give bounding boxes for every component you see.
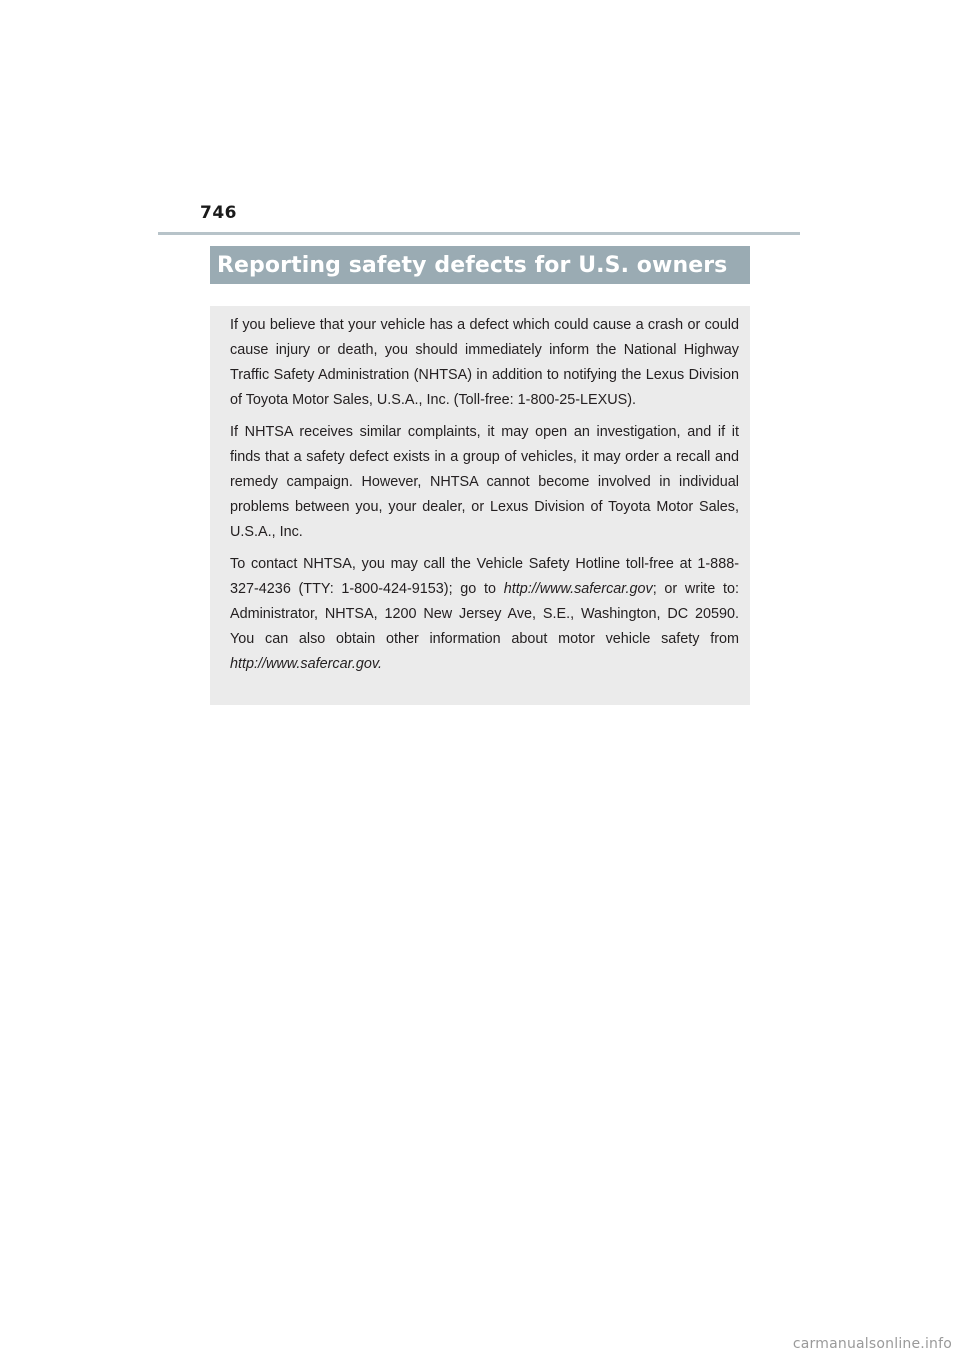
- page-number: 746: [200, 203, 237, 223]
- contact-mid-text: ; or write to: Administrator, NHTSA, 1200 New Jersey Ave, S.E., Washington, DC 20590. You can also obtain other information about motor vehicle safety from: [230, 581, 740, 647]
- contact-intro-text: To contact NHTSA, you may call the Vehicle Safety Hotline toll-free at 1-888-327-4236 (TTY: 1-800-424-9153); go to: [230, 556, 739, 597]
- safercar-link[interactable]: http://www.safercar.gov: [503, 581, 653, 597]
- paragraph-contact: [230, 552, 739, 677]
- content-box: [210, 306, 750, 705]
- section-title-bar: [210, 246, 750, 284]
- paragraph-investigation: If NHTSA receives similar complaints, it may open an investigation, and if it finds that a safety defect exists in a group of vehicles, it may order a recall and remedy campaign. However, NHTSA cannot become involved in individual problems between you, your dealer, or Lexus Division of Toyota Motor Sales, U.S.A., Inc.: [230, 424, 739, 540]
- header-rule: [158, 232, 800, 235]
- paragraph-defect-report: If you believe that your vehicle has a defect which could cause a crash or could cause injury or death, you should immediately inform the National Highway Traffic Safety Administration (NHTSA) in addition to notifying the Lexus Division of Toyota Motor Sales, U.S.A., Inc. (Toll-free: 1-800-25-LEXUS).: [230, 317, 739, 408]
- safercar-link-2[interactable]: http://www.safercar.gov.: [230, 656, 382, 672]
- footer-watermark: carmanualsonline.info: [792, 1336, 952, 1352]
- section-title: Reporting safety defects for U.S. owners: [217, 252, 728, 278]
